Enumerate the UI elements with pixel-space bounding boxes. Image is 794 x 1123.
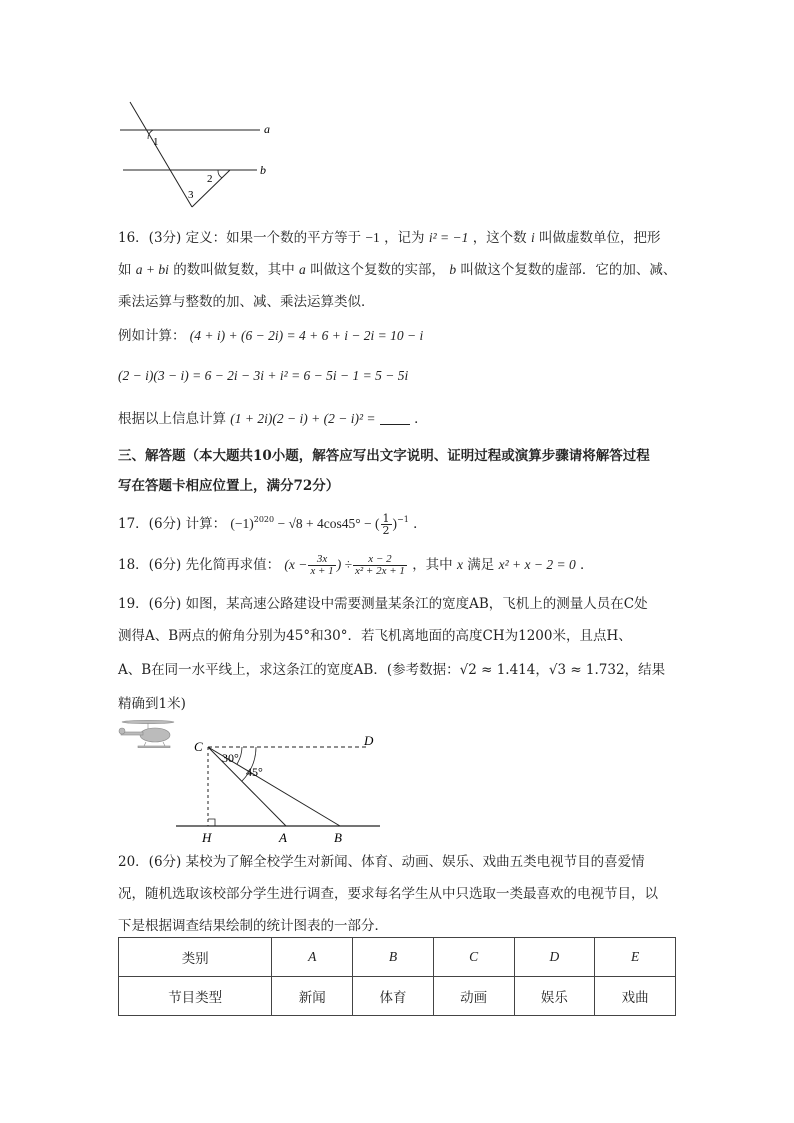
- q19-line-2: 测得A、B两点的俯角分别为45°和30°．若飞机离地面的高度CH为1200米，且点H、: [118, 628, 632, 644]
- table-cell: 类别: [119, 938, 272, 977]
- q18: [118, 554, 594, 577]
- q16-example-expr-2: (2 − i)(3 − i) = 6 − 2i − 3i + i² = 6 − 5i − 1 = 5 − 5i: [118, 368, 409, 383]
- q18-expr: ) ÷: [336, 557, 352, 572]
- fraction-num: 3x: [308, 554, 335, 566]
- q18-text: 满足: [467, 557, 495, 573]
- q16-text: 叫做这个复数的实部，: [310, 262, 446, 278]
- label-a: a: [264, 122, 270, 136]
- label-c: C: [194, 739, 203, 754]
- q17-expr: (−1): [230, 516, 254, 531]
- river-width-figure: [118, 718, 388, 846]
- q17-exponent: −1: [397, 515, 409, 524]
- program-category-table: [118, 937, 676, 1016]
- label-3: 3: [188, 189, 194, 201]
- q18-fraction-2: [353, 554, 407, 577]
- table-row: [119, 977, 676, 1016]
- q16-question: [118, 410, 428, 428]
- fraction-num: x − 2: [353, 554, 407, 566]
- q17-exponent: 2020: [253, 515, 275, 524]
- table-cell: B: [353, 938, 434, 977]
- q16-text: ，记为: [384, 230, 425, 246]
- label-45: 45°: [246, 765, 263, 779]
- q16-example-2: [118, 367, 408, 385]
- table-row: [119, 938, 676, 977]
- answer-blank[interactable]: [380, 412, 410, 425]
- q16-example-1: [118, 327, 423, 345]
- label-b: b: [260, 163, 266, 177]
- q17-lead: 17．(6分) 计算：: [118, 516, 227, 532]
- q16-math-i: i: [530, 230, 535, 245]
- section-3-heading-2: 写在答题卡相应位置上，满分72分）: [118, 478, 340, 494]
- table-cell: 新闻: [272, 977, 353, 1016]
- q16-math-i-squared: i² = −1: [428, 230, 469, 245]
- q16-text: 叫做这个复数的虚部．它的加、减、: [460, 262, 677, 278]
- fraction-den: 2: [382, 524, 390, 537]
- q16-lead: 16．(3分) 定义：如果一个数的平方等于: [118, 230, 362, 246]
- q20-line-2: 况，随机选取该校部分学生进行调查，要求每名学生从中只选取一类最喜欢的电视节目，以: [118, 886, 658, 902]
- q16-math-neg1: −1: [365, 230, 380, 245]
- q16-math-b: b: [449, 262, 457, 277]
- angle-2-arc: [218, 170, 222, 178]
- q16-line-1: [118, 229, 661, 247]
- section-3-heading-1: 三、解答题（本大题共10小题，解答应写出文字说明、证明过程或演算步骤请将解答过程: [118, 448, 650, 464]
- q19-line-4: 精确到1米): [118, 696, 186, 712]
- q16-text: ，这个数: [472, 230, 527, 246]
- q17-end: ．: [413, 516, 427, 532]
- fraction-num: 1: [382, 512, 390, 525]
- q18-end: ．: [580, 557, 594, 573]
- q20-line-3: 下是根据调查结果绘制的统计图表的一部分．: [118, 918, 388, 934]
- q17-expr: − √8 + 4cos45° − (: [274, 516, 380, 531]
- q18-expr: (x −: [284, 557, 308, 572]
- label-30: 30°: [222, 751, 239, 765]
- q18-fraction-1: [308, 554, 335, 577]
- q16-text: 的数叫做复数，其中: [173, 262, 295, 278]
- q16-ask: 根据以上信息计算: [118, 411, 226, 427]
- q18-condition: x² + x − 2 = 0: [498, 557, 576, 572]
- q16-line-2: [118, 261, 676, 279]
- q16-text: 如: [118, 262, 132, 278]
- table-cell: E: [595, 938, 676, 977]
- right-angle-mark: [208, 819, 215, 826]
- q16-ask-expr: (1 + 2i)(2 − i) + (2 − i)² =: [230, 411, 376, 426]
- table-cell: A: [272, 938, 353, 977]
- q16-end: ．: [414, 411, 428, 427]
- table-cell: 节目类型: [119, 977, 272, 1016]
- table-cell: 动画: [433, 977, 514, 1016]
- transversal-left: [130, 102, 192, 207]
- q18-text: ，其中: [412, 557, 453, 573]
- table-cell: D: [514, 938, 595, 977]
- q16-example-expr-1: (4 + i) + (6 − 2i) = 4 + 6 + i − 2i = 10 − i: [189, 328, 424, 343]
- parallel-lines-figure: [115, 100, 285, 212]
- q16-text: 叫做虚数单位，把形: [539, 230, 661, 246]
- q16-example-label: 例如计算：: [118, 328, 186, 344]
- label-b-point: B: [334, 830, 342, 845]
- label-d: D: [364, 733, 374, 748]
- q17-expr: ): [392, 516, 397, 531]
- q16-math-complex: a + bi: [135, 262, 169, 277]
- table-cell: 娱乐: [514, 977, 595, 1016]
- q20-line-1: 20．(6分) 某校为了解全校学生对新闻、体育、动画、娱乐、戏曲五类电视节目的喜爱情: [118, 854, 645, 870]
- table-cell: 戏曲: [595, 977, 676, 1016]
- label-1: 1: [153, 136, 159, 148]
- table-cell: 体育: [353, 977, 434, 1016]
- fraction-den: x + 1: [310, 565, 334, 577]
- label-2: 2: [207, 173, 213, 185]
- q18-x: x: [456, 557, 463, 572]
- q16-line-3: 乘法运算与整数的加、减、乘法运算类似．: [118, 294, 375, 310]
- table-cell: C: [433, 938, 514, 977]
- label-a-point: A: [279, 830, 287, 845]
- q19-line-1: 19．(6分) 如图，某高速公路建设中需要测量某条江的宽度AB，飞机上的测量人员在C处: [118, 596, 648, 612]
- q17: [118, 511, 427, 536]
- label-h: H: [202, 830, 212, 845]
- q16-math-a: a: [299, 262, 306, 277]
- q17-fraction: [381, 513, 392, 536]
- helicopter-icon: [119, 720, 174, 747]
- q18-lead: 18．(6分) 先化简再求值：: [118, 557, 281, 573]
- fraction-den: x² + 2x + 1: [354, 565, 405, 577]
- q19-line-3: A、B在同一水平线上，求这条江的宽度AB．(参考数据：√2 ≈ 1.414，√3 ≈ 1.732，结果: [118, 662, 666, 678]
